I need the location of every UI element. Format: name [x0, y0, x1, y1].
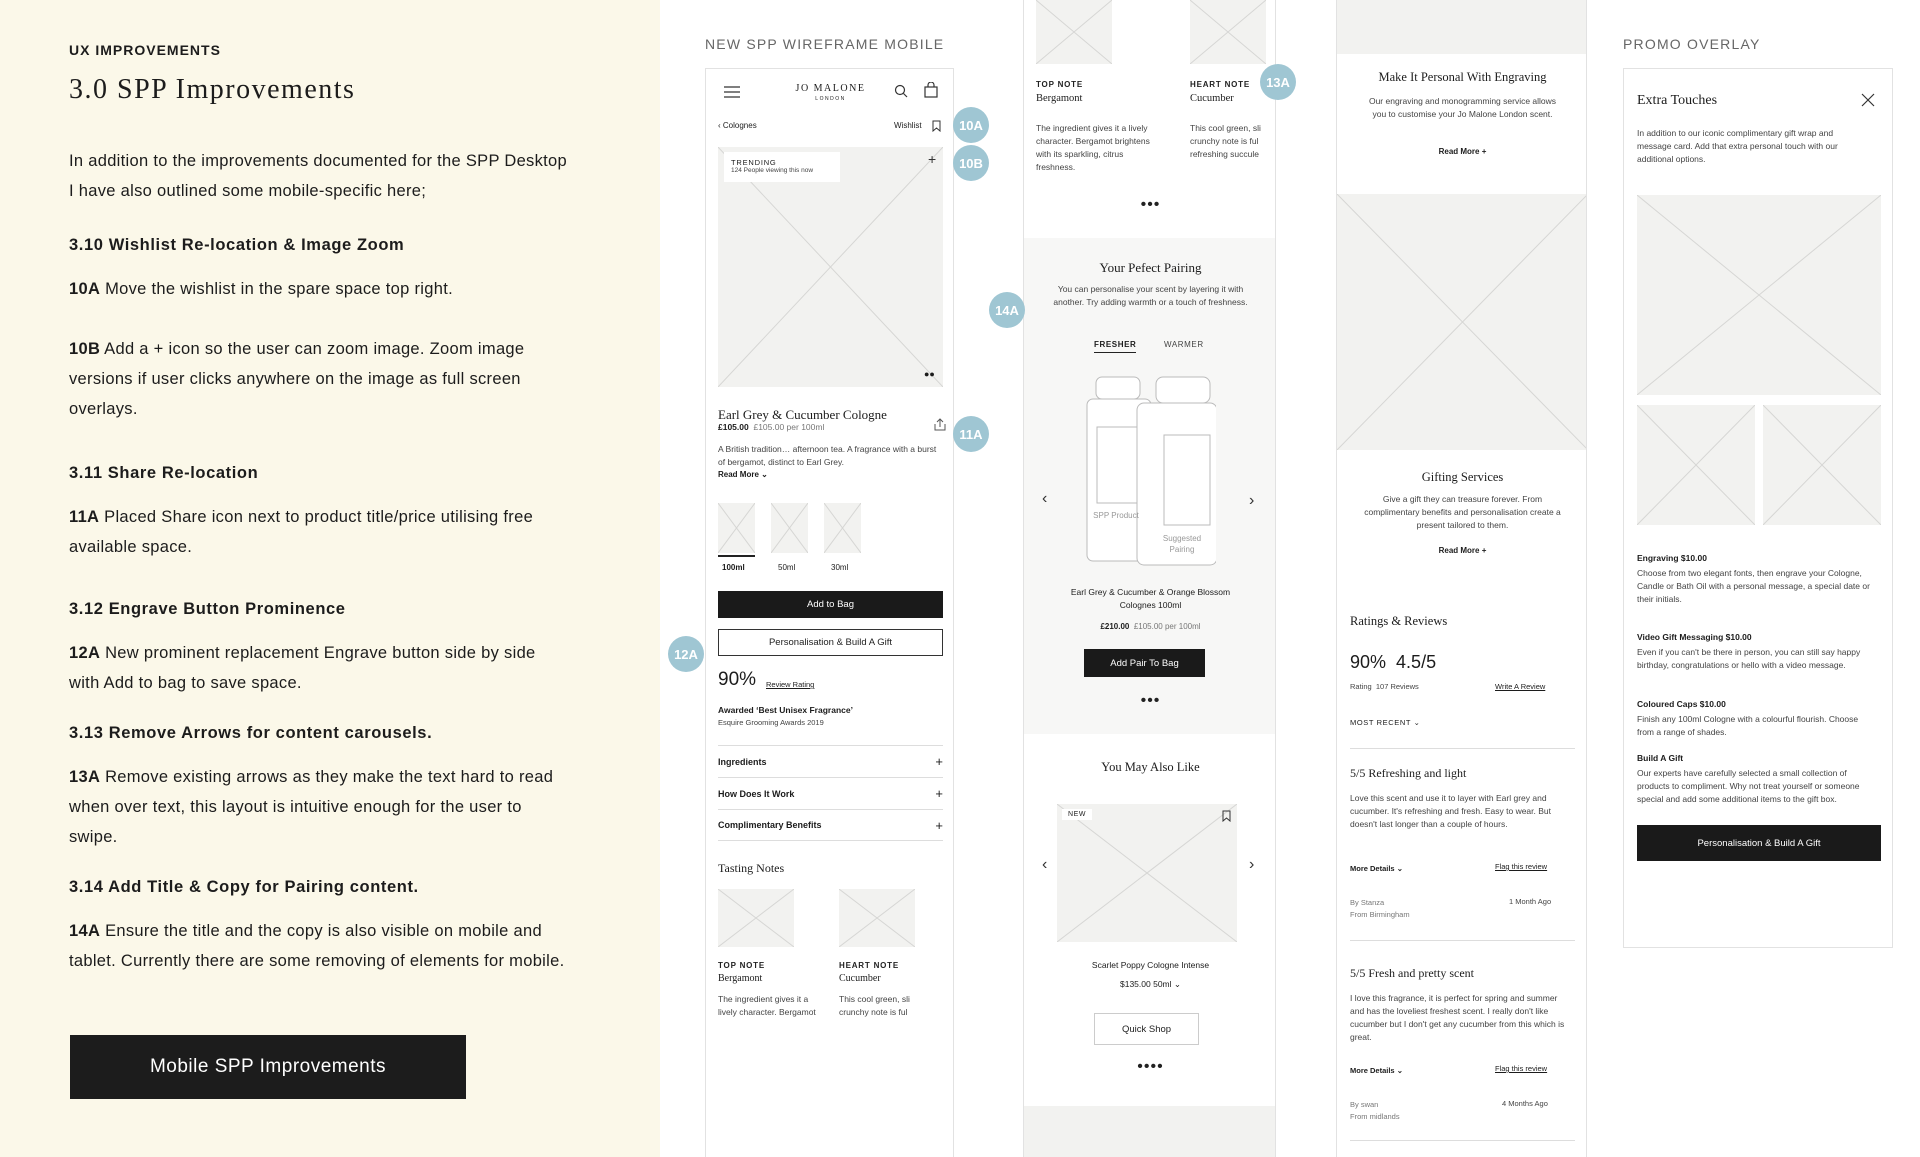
promo-image-small [1763, 405, 1881, 525]
add-to-bag-button[interactable]: Add to Bag [718, 591, 943, 618]
heading-3-14: 3.14 Add Title & Copy for Pairing content. [69, 878, 419, 896]
wishlist-link[interactable]: Wishlist [894, 121, 922, 130]
gifting-title: Gifting Services [1421, 470, 1504, 484]
also-like-title: You May Also Like [1101, 760, 1200, 774]
heading-3-11: 3.11 Share Re-location [69, 464, 259, 482]
zoom-plus-icon[interactable]: + [928, 151, 937, 167]
option-body-caps: Finish any 100ml Cologne with a colourful flourish. Choose from a range of shades. [1637, 714, 1859, 737]
heart-note-desc: This cool green, sli crunchy note is ful [839, 994, 910, 1017]
bookmark-icon[interactable] [932, 119, 941, 131]
heart-note-image [1190, 0, 1266, 64]
annotation-marker-10a: 10A [953, 107, 989, 143]
size-label: 100ml [722, 563, 745, 572]
size-swatch-50ml[interactable] [771, 503, 808, 553]
note-14a: 14A Ensure the title and the copy is also visible on mobile and tablet. Currently there are some removing of elements for mobile. [69, 922, 565, 970]
engraving-title: Make It Personal With Engraving [1378, 70, 1547, 84]
heart-note-name: Cucumber [1190, 93, 1234, 104]
plus-icon: + [935, 786, 943, 801]
note-13a: 13A Remove existing arrows as they make the text hard to read when over text, this layout is intuitive enough for the user to swipe. [69, 768, 554, 846]
heart-note-image [839, 889, 915, 947]
accordion-ingredients[interactable]: Ingredients + [718, 745, 943, 777]
gifting-copy: Give a gift they can treasure forever. From complimentary benefits and personalisation create a present tailored to them. [1364, 494, 1561, 530]
chevron-left-icon: ‹ [718, 121, 723, 130]
phone-wireframe-2 [1023, 0, 1276, 1157]
divider [1350, 1140, 1575, 1141]
tab-warmer[interactable]: WARMER [1164, 340, 1204, 349]
review-title: 5/5 Refreshing and light [1350, 766, 1467, 780]
personalisation-button[interactable]: Personalisation & Build A Gift [718, 629, 943, 656]
carousel-dots: ••• [1140, 692, 1161, 709]
suggested-pairing-label: Suggested Pairing [1162, 534, 1202, 554]
annotation-marker-12a: 12A [668, 636, 704, 672]
more-details-link[interactable]: More Details ⌄ [1350, 864, 1403, 873]
size-label: 30ml [831, 563, 849, 572]
brand-sub: LONDON [815, 96, 846, 102]
annotation-marker-10b: 10B [953, 145, 989, 181]
phone-wireframe-1 [705, 68, 954, 1157]
sort-dropdown[interactable]: MOST RECENT ⌄ [1350, 718, 1421, 727]
top-note-desc: The ingredient gives it a lively character. Bergamot [718, 994, 816, 1017]
award-title: Awarded ‘Best Unisex Fragrance’ [718, 705, 853, 715]
wireframe-label: NEW SPP WIREFRAME MOBILE [705, 36, 945, 52]
heading-3-12: 3.12 Engrave Button Prominence [69, 600, 346, 618]
heart-note-label: HEART NOTE [839, 961, 899, 970]
trending-badge: TRENDING 124 People viewing this now [724, 152, 840, 182]
tab-fresher[interactable]: FRESHER [1094, 340, 1136, 353]
phone-wireframe-3 [1336, 0, 1587, 1157]
accordion-complimentary-benefits[interactable]: Complimentary Benefits + [718, 809, 943, 841]
engraving-copy: Our engraving and monogramming service allows you to customise your Jo Malone London scent. [1368, 96, 1557, 119]
pair-price: £210.00 £105.00 per 100ml [1100, 622, 1201, 631]
bookmark-icon[interactable] [1222, 809, 1231, 821]
top-note-name: Bergamont [718, 973, 763, 984]
spp-product-label: SPP Product [1093, 511, 1139, 520]
carousel-dots: ●● [924, 369, 935, 379]
promo-label: PROMO OVERLAY [1623, 36, 1761, 52]
size-swatch-100ml[interactable] [718, 503, 755, 553]
top-note-desc: The ingredient gives it a lively character. Bergamot brightens with its sparkling, citrus freshness. [1036, 123, 1150, 172]
review-date: 4 Months Ago [1502, 1099, 1548, 1108]
gifting-read-more[interactable]: Read More + [1438, 546, 1487, 555]
recommended-product-name: Scarlet Poppy Cologne Intense [1091, 960, 1210, 970]
share-icon[interactable] [934, 418, 946, 431]
top-note-image [718, 889, 794, 947]
intro-text: In addition to the improvements documented for the SPP Desktop I have also outlined some mobile-specific here; [69, 152, 567, 200]
heart-note-name: Cucumber [839, 973, 881, 984]
review-body: Love this scent and use it to layer with Earl grey and cucumber. It's refreshing and fresh. Easy to wear. But doesn't last longer than a couple of hours. [1350, 793, 1551, 829]
top-note-label: TOP NOTE [718, 961, 766, 970]
chevron-right-icon[interactable]: › [1249, 492, 1255, 509]
product-title: Earl Grey & Cucumber Cologne [718, 407, 887, 422]
reviewer-info: By swan From midlands [1350, 1100, 1400, 1121]
recommended-product-image[interactable] [1057, 804, 1237, 942]
review-rating-link[interactable]: Review Rating [766, 680, 815, 689]
note-10b: 10B Add a + icon so the user can zoom image. Zoom image versions if user clicks anywhere on the image as full screen overlays. [69, 340, 525, 418]
close-icon[interactable] [1861, 93, 1875, 107]
option-title-caps: Coloured Caps $10.00 [1637, 699, 1726, 709]
personalisation-build-gift-button[interactable]: Personalisation & Build A Gift [1637, 825, 1881, 861]
promo-image-small [1637, 405, 1755, 525]
overlay-title: Extra Touches [1637, 93, 1718, 108]
note-10a: 10A Move the wishlist in the spare space top right. [69, 280, 453, 298]
section-label: UX IMPROVEMENTS [69, 42, 221, 58]
top-note-name: Bergamont [1036, 93, 1083, 104]
option-title-build-gift: Build A Gift [1637, 753, 1684, 763]
annotation-marker-14a: 14A [989, 292, 1025, 328]
chevron-left-icon[interactable]: ‹ [1042, 856, 1048, 873]
chevron-left-icon[interactable]: ‹ [1042, 490, 1048, 507]
review-title: 5/5 Fresh and pretty scent [1350, 966, 1474, 980]
back-to-colognes-link[interactable]: ‹ Colognes [718, 121, 757, 130]
accordion-how-it-works[interactable]: How Does It Work + [718, 777, 943, 809]
product-description: A British tradition… afternoon tea. A fragrance with a burst of bergamot, distinct to Earl Grey. [718, 444, 937, 467]
pair-product-name: Earl Grey & Cucumber & Orange Blossom Colognes 100ml [1070, 587, 1231, 610]
heart-note-desc: This cool green, sli crunchy note is ful refreshing succule [1190, 123, 1261, 159]
chevron-right-icon[interactable]: › [1249, 856, 1255, 873]
product-price: £105.00 £105.00 per 100ml [718, 422, 825, 432]
next-section-image [1024, 1106, 1276, 1157]
plus-icon: + [935, 817, 943, 833]
size-swatch-30ml[interactable] [824, 503, 861, 553]
option-body-engraving: Choose from two elegant fonts, then engrave your Cologne, Candle or Bath Oil with a personal message, a special date or their initials. [1637, 568, 1870, 604]
ratings-title: Ratings & Reviews [1350, 614, 1448, 628]
reviewer-info: By Stanza From Birmingham [1350, 898, 1410, 919]
option-body-build-gift: Our experts have carefully selected a small collection of products to compliment. Why not treat yourself or someone special and add some additional items to the gift box. [1637, 768, 1860, 804]
tasting-notes-title: Tasting Notes [718, 861, 785, 875]
option-title-video: Video Gift Messaging $10.00 [1637, 632, 1752, 642]
flag-review-link[interactable]: Flag this review [1495, 862, 1548, 871]
promo-image-main [1637, 195, 1881, 395]
brand-logo[interactable]: JO MALONE [795, 83, 866, 94]
pairing-title: Your Pefect Pairing [1099, 260, 1202, 275]
write-review-link[interactable]: Write A Review [1495, 682, 1546, 691]
read-more-link[interactable]: Read More ⌄ [718, 470, 768, 479]
mobile-spp-improvements-button[interactable]: Mobile SPP Improvements [70, 1035, 466, 1099]
award-subtitle: Esquire Grooming Awards 2019 [718, 718, 824, 727]
chevron-down-icon: ⌄ [761, 470, 768, 479]
quick-shop-button[interactable]: Quick Shop [1094, 1013, 1199, 1045]
size-selected-indicator [718, 555, 755, 557]
page-title: 3.0 SPP Improvements [69, 74, 356, 105]
top-note-image [1036, 0, 1112, 64]
review-date: 1 Month Ago [1509, 897, 1552, 906]
rating-percent: 90% [718, 669, 757, 690]
rating-count: Rating 107 Reviews [1350, 682, 1419, 691]
recommended-product-price[interactable]: $135.00 50ml ⌄ [1120, 979, 1181, 989]
annotation-marker-13a: 13A [1260, 64, 1296, 100]
flag-review-link[interactable]: Flag this review [1495, 1064, 1548, 1073]
note-11a: 11A Placed Share icon next to product title/price utilising free available space. [69, 508, 534, 556]
size-label: 50ml [778, 563, 796, 572]
top-note-label: TOP NOTE [1036, 80, 1084, 89]
option-body-video: Even if you can't be there in person, you can still say happy birthday, congratulations or hello with a video message. [1637, 647, 1861, 670]
bag-icon[interactable] [924, 82, 938, 98]
heading-3-10: 3.10 Wishlist Re-location & Image Zoom [69, 236, 405, 254]
option-title-engraving: Engraving $10.00 [1637, 553, 1707, 563]
review-body: I love this fragrance, it is perfect for spring and summer and has the loveliest freshest scent. I really don't like cucumber but I don't get any cucumber from this which is great. [1350, 993, 1565, 1042]
plus-icon: + [935, 754, 943, 769]
note-12a: 12A New prominent replacement Engrave button side by side with Add to bag to save space. [69, 644, 536, 692]
gifting-image [1337, 194, 1587, 450]
more-details-link[interactable]: More Details ⌄ [1350, 1066, 1403, 1075]
carousel-dots: •••• [1137, 1058, 1164, 1075]
heading-3-13: 3.13 Remove Arrows for content carousels. [69, 724, 433, 742]
product-image[interactable] [718, 147, 943, 387]
divider [1350, 748, 1575, 749]
ux-notes-panel [0, 0, 660, 1157]
divider [1350, 940, 1575, 941]
overlay-intro: In addition to our iconic complimentary gift wrap and message card. Add that extra personal touch with our additional options. [1637, 128, 1838, 164]
carousel-dots: ••• [1140, 196, 1161, 213]
annotation-marker-11a: 11A [953, 416, 989, 452]
new-badge: NEW [1062, 809, 1092, 820]
heart-note-label: HEART NOTE [1190, 80, 1250, 89]
add-pair-to-bag-button[interactable]: Add Pair To Bag [1084, 649, 1205, 677]
engraving-image [1337, 0, 1587, 54]
search-icon[interactable] [894, 84, 908, 98]
engraving-read-more[interactable]: Read More + [1438, 147, 1487, 156]
pairing-copy: You can personalise your scent by layering it with another. Try adding warmth or a touch of freshness. [1053, 284, 1248, 307]
rating-summary: 90% 4.5/5 [1350, 652, 1437, 672]
promo-overlay [1623, 68, 1893, 948]
